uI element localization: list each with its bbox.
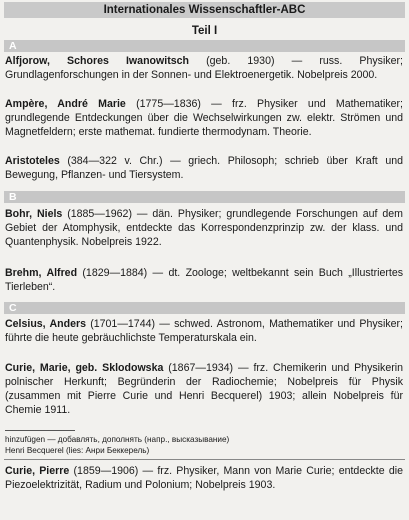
section-letter: C (9, 302, 17, 314)
section-letter: B (9, 191, 17, 203)
entry-marie-curie (5, 361, 403, 417)
entry-text: (1829—1884) — dt. Zoologe; weltbekannt sein Buch „Illustriertes Tierleben“. (5, 267, 404, 293)
footnote-text: hinzufügen — добавлять, дополнять (напр., высказывание) (5, 435, 230, 444)
section-letter: A (9, 40, 17, 52)
part-heading: Teil I (191, 25, 218, 37)
entry-text: (1867—1934) — frz. Chemikerin und Physikerin polnischer Herkunft; Begründerin der Radiochemie; Nobelpreis für Physik (zusammen mit Pierre Curie und Henri Becquerel) 1903; allein Nobelpreis für Chemie 1911. (5, 362, 403, 416)
section-band-a (4, 40, 405, 52)
entry-name: Curie, Marie, geb. Sklodowska (5, 362, 164, 374)
entry-text: (1885—1962) — dän. Physiker; grundlegende Forschungen auf dem Gebiet der Atomphysik, entdeckte das Korrespondenzprinzip zw. der klass. und Quantenphysik. Nobelpreis 1922. (5, 208, 403, 248)
entry-text: (1775—1836) — frz. Physiker und Mathematiker; grundlegende Entdeckungen über die Wechselwirkungen zw. elektr. Strömen und Magnetfeldern; erste mathemat. fundierte thermodynam. Theorie. (5, 98, 403, 138)
footnote-text: Henri Becquerel (lies: Анри Беккерель) (5, 446, 150, 455)
footnote-rule (5, 430, 75, 431)
entry-name: Curie, Pierre (5, 465, 70, 477)
section-band-c (4, 302, 405, 314)
entry-aristoteles (5, 154, 403, 182)
footnote-2 (5, 445, 403, 456)
footnote-1 (5, 434, 403, 445)
entry-name: Celsius, Anders (5, 318, 86, 330)
entry-celsius (5, 317, 403, 345)
entry-name: Alfjorow, Schores Iwanowitsch (5, 55, 189, 67)
entry-brehm (5, 266, 403, 294)
entry-text: (384—322 v. Chr.) — griech. Philosoph; schrieb über Kraft und Bewegung, Pflanzen- und Tiersystem. (5, 155, 403, 181)
entry-name: Brehm, Alfred (5, 267, 78, 279)
entry-text: (1859—1906) — frz. Physiker, Mann von Marie Curie; entdeckte die Piezoelektrizität, Radium und Polonium; Nobelpreis 1903. (5, 465, 404, 491)
entry-alfjorow (5, 54, 403, 82)
entry-name: Bohr, Niels (5, 208, 63, 220)
entry-bohr (5, 207, 403, 249)
entry-text: (geb. 1930) — russ. Physiker; Grundlagenforschungen in der Sonnen- und Elektroenergetik. Nobelpreis 2000. (5, 55, 403, 81)
section-band-b (4, 191, 405, 203)
entry-text: (1701—1744) — schwed. Astronom, Mathematiker und Physiker; führte die heute gebräuchlichste Temperaturskala ein. (5, 318, 403, 344)
header-title: Internationales Wissenschaftler-ABC (4, 2, 405, 18)
entry-name: Aristoteles (5, 155, 60, 167)
entry-ampere (5, 97, 403, 139)
entry-name: Ampère, André Marie (5, 98, 126, 110)
entry-pierre-curie (5, 464, 403, 492)
page-separator (4, 459, 405, 460)
